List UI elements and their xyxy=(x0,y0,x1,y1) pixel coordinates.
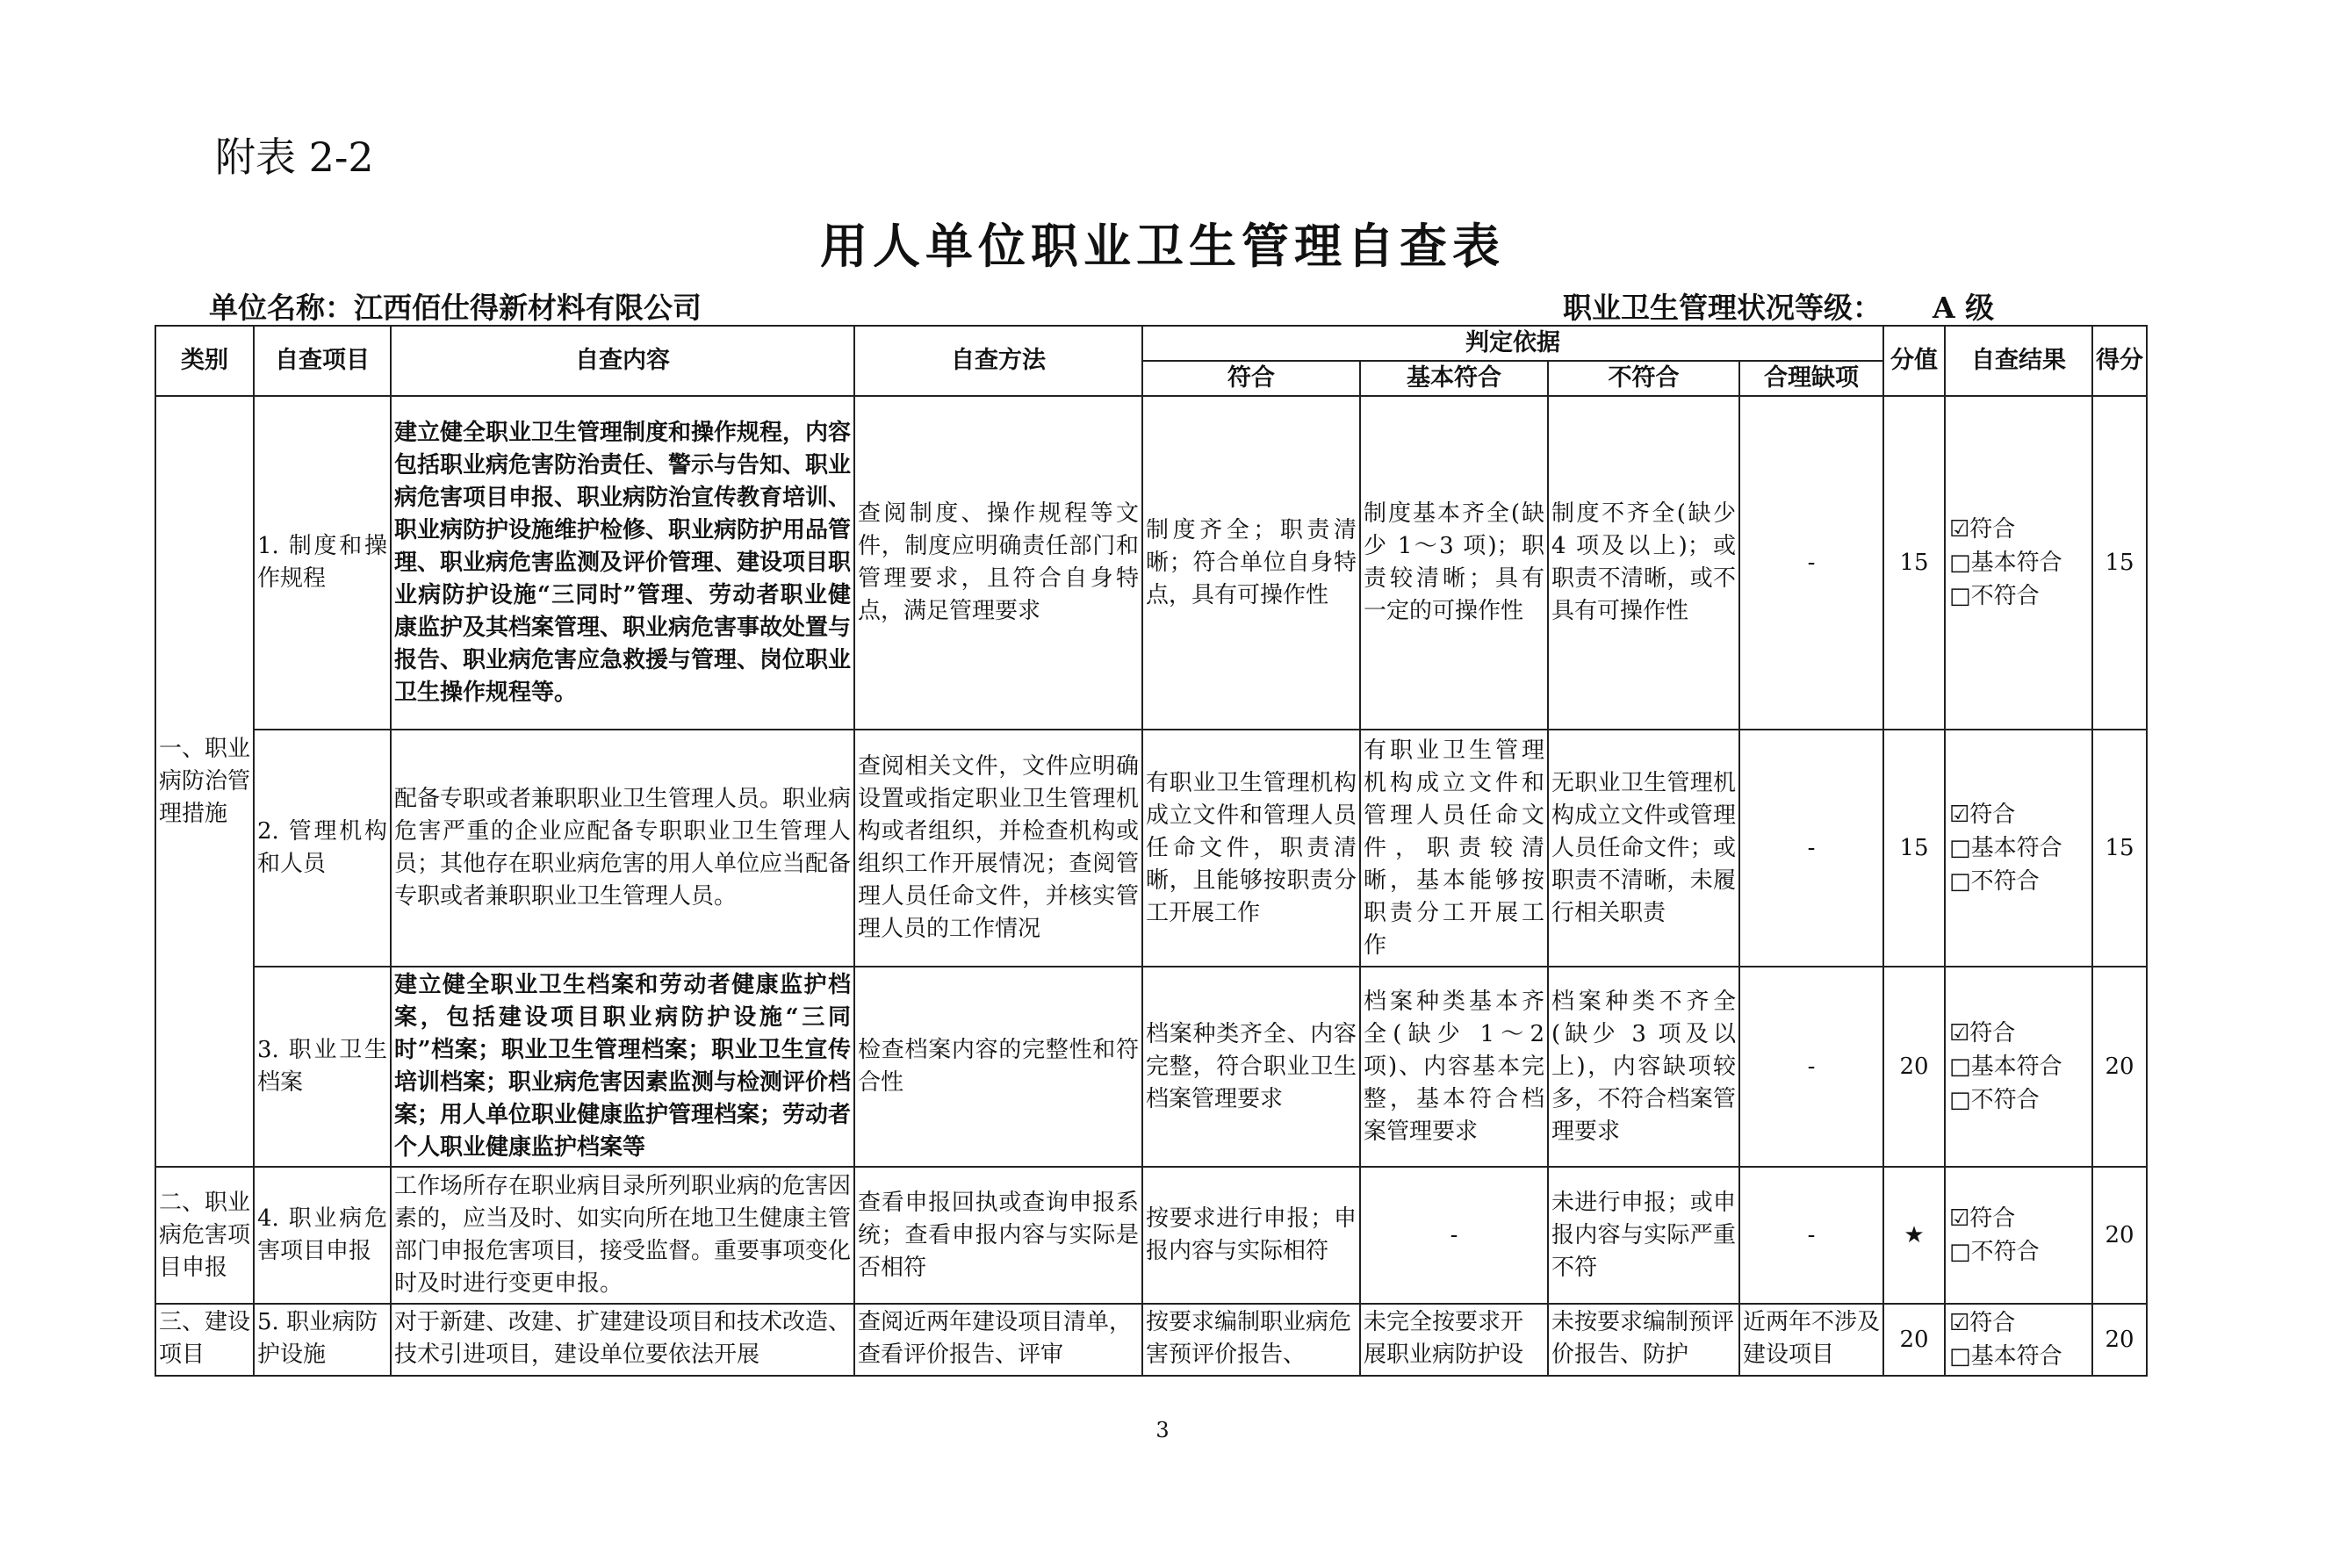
comply-cell: 按要求进行申报；申报内容与实际相符 xyxy=(1142,1167,1360,1304)
self-check-table xyxy=(155,325,2148,1377)
page-number: 3 xyxy=(1155,1418,1170,1442)
category-cell: 三、建设项目 xyxy=(155,1304,254,1376)
basic-cell: 有职业卫生管理机构成立文件和管理人员任命文件，职责较清晰，基本能够按职责分工开展工作 xyxy=(1360,730,1548,967)
unit-name xyxy=(209,285,702,327)
noncomply-cell: 无职业卫生管理机构成立文件或管理人员任命文件；或职责不清晰，未履行相关职责 xyxy=(1548,730,1739,967)
score-cell: 20 xyxy=(1883,967,1945,1167)
score-cell: 20 xyxy=(1883,1304,1945,1376)
result-option-noncomply[interactable]: □不符合 xyxy=(1949,1239,2040,1265)
unit-name-label: 单位名称： xyxy=(209,291,354,325)
result-option-basic[interactable]: □基本符合 xyxy=(1949,550,2062,576)
item-cell: 3. 职业卫生档案 xyxy=(254,967,391,1167)
method-cell: 查阅近两年建设项目清单，查看评价报告、评审 xyxy=(854,1304,1142,1376)
got-cell: 20 xyxy=(2092,1304,2147,1376)
content-cell: 建立健全职业卫生管理制度和操作规程，内容包括职业病危害防治责任、警示与告知、职业病危害项目申报、职业病防治宣传教育培训、职业病防护设施维护检修、职业病防护用品管理、职业病危害监测及评价管理、建设项目职业病防护设施“三同时”管理、劳动者职业健康监护及其档案管理、职业病危害事故处置与报告、职业病危害应急救援与管理、岗位职业卫生操作规程等。 xyxy=(391,396,854,730)
basic-cell: 档案种类基本齐全(缺少 1～2 项)、内容基本完整，基本符合档案管理要求 xyxy=(1360,967,1548,1167)
result-option-comply[interactable]: ☑符合 xyxy=(1949,802,2016,828)
comply-cell: 制度齐全；职责清晰；符合单位自身特点，具有可操作性 xyxy=(1142,396,1360,730)
content-cell: 建立健全职业卫生档案和劳动者健康监护档案，包括建设项目职业病防护设施“三同时”档案；职业卫生管理档案；职业卫生宣传培训档案；职业病危害因素监测与检测评价档案；用人单位职业健康监护管理档案；劳动者个人职业健康监护档案等 xyxy=(391,967,854,1167)
comply-cell: 按要求编制职业病危害预评价报告、 xyxy=(1142,1304,1360,1376)
header-category: 类别 xyxy=(155,326,254,396)
missing-cell: - xyxy=(1739,396,1883,730)
table-row xyxy=(155,967,2147,1167)
result-option-basic[interactable]: □基本符合 xyxy=(1949,1343,2062,1370)
header-method: 自查方法 xyxy=(854,326,1142,396)
result-cell xyxy=(1945,1304,2092,1376)
result-option-comply[interactable]: ☑符合 xyxy=(1949,516,2016,543)
score-cell: 15 xyxy=(1883,730,1945,967)
category-cell: 二、职业病危害项目申报 xyxy=(155,1167,254,1304)
result-option-comply[interactable]: ☑符合 xyxy=(1949,1020,2016,1047)
missing-cell: 近两年不涉及建设项目 xyxy=(1739,1304,1883,1376)
content-cell: 对于新建、改建、扩建建设项目和技术改造、技术引进项目，建设单位要依法开展 xyxy=(391,1304,854,1376)
header-noncomply: 不符合 xyxy=(1548,361,1739,396)
missing-cell: - xyxy=(1739,730,1883,967)
noncomply-cell: 未按要求编制预评价报告、防护 xyxy=(1548,1304,1739,1376)
score-cell: ★ xyxy=(1883,1167,1945,1304)
method-cell: 查阅相关文件，文件应明确设置或指定职业卫生管理机构或者组织，并检查机构或组织工作开展情况；查阅管理人员任命文件，并核实管理人员的工作情况 xyxy=(854,730,1142,967)
noncomply-cell: 制度不齐全(缺少 4 项及以上)；或职责不清晰，或不具有可操作性 xyxy=(1548,396,1739,730)
result-cell xyxy=(1945,730,2092,967)
basic-cell: - xyxy=(1360,1167,1548,1304)
header-result: 自查结果 xyxy=(1945,326,2092,396)
result-option-basic[interactable]: □基本符合 xyxy=(1949,1054,2062,1080)
grade-label: 职业卫生管理状况等级： xyxy=(1563,291,1882,325)
got-cell: 20 xyxy=(2092,1167,2147,1304)
result-cell xyxy=(1945,396,2092,730)
result-cell xyxy=(1945,1167,2092,1304)
table-row xyxy=(155,1304,2147,1376)
content-cell: 配备专职或者兼职职业卫生管理人员。职业病危害严重的企业应配备专职职业卫生管理人员；其他存在职业病危害的用人单位应当配备专职或者兼职职业卫生管理人员。 xyxy=(391,730,854,967)
result-option-comply[interactable]: ☑符合 xyxy=(1949,1310,2016,1336)
method-cell: 检查档案内容的完整性和符合性 xyxy=(854,967,1142,1167)
header-content: 自查内容 xyxy=(391,326,854,396)
item-cell: 4. 职业病危害项目申报 xyxy=(254,1167,391,1304)
table-row xyxy=(155,396,2147,730)
result-option-noncomply[interactable]: □不符合 xyxy=(1949,1087,2040,1113)
basic-cell: 未完全按要求开展职业病防护设 xyxy=(1360,1304,1548,1376)
header-basis: 判定依据 xyxy=(1142,326,1883,361)
header-comply: 符合 xyxy=(1142,361,1360,396)
noncomply-cell: 未进行申报；或申报内容与实际严重不符 xyxy=(1548,1167,1739,1304)
annex-label: 附表 2-2 xyxy=(215,133,374,181)
score-cell: 15 xyxy=(1883,396,1945,730)
item-cell: 1. 制度和操作规程 xyxy=(254,396,391,730)
comply-cell: 有职业卫生管理机构成立文件和管理人员任命文件，职责清晰，且能够按职责分工开展工作 xyxy=(1142,730,1360,967)
page-title: 用人单位职业卫生管理自查表 xyxy=(820,218,1505,274)
header-basic: 基本符合 xyxy=(1360,361,1548,396)
result-option-basic[interactable]: □基本符合 xyxy=(1949,835,2062,861)
result-option-comply[interactable]: ☑符合 xyxy=(1949,1205,2016,1232)
comply-cell: 档案种类齐全、内容完整，符合职业卫生档案管理要求 xyxy=(1142,967,1360,1167)
management-grade xyxy=(1563,285,1994,327)
item-cell: 5. 职业病防护设施 xyxy=(254,1304,391,1376)
header-item: 自查项目 xyxy=(254,326,391,396)
result-cell xyxy=(1945,967,2092,1167)
result-option-noncomply[interactable]: □不符合 xyxy=(1949,868,2040,895)
item-cell: 2. 管理机构和人员 xyxy=(254,730,391,967)
got-cell: 20 xyxy=(2092,967,2147,1167)
method-cell: 查阅制度、操作规程等文件，制度应明确责任部门和管理要求，且符合自身特点，满足管理要求 xyxy=(854,396,1142,730)
unit-name-value: 江西佰仕得新材料有限公司 xyxy=(354,291,702,325)
grade-value: A 级 xyxy=(1933,291,1995,325)
header-got: 得分 xyxy=(2092,326,2147,396)
method-cell: 查看申报回执或查询申报系统；查看申报内容与实际是否相符 xyxy=(854,1167,1142,1304)
got-cell: 15 xyxy=(2092,396,2147,730)
missing-cell: - xyxy=(1739,967,1883,1167)
header-score: 分值 xyxy=(1883,326,1945,396)
result-option-noncomply[interactable]: □不符合 xyxy=(1949,583,2040,609)
noncomply-cell: 档案种类不齐全(缺少 3 项及以上)，内容缺项较多，不符合档案管理要求 xyxy=(1548,967,1739,1167)
header-missing: 合理缺项 xyxy=(1739,361,1883,396)
content-cell: 工作场所存在职业病目录所列职业病的危害因素的，应当及时、如实向所在地卫生健康主管部门申报危害项目，接受监督。重要事项变化时及时进行变更申报。 xyxy=(391,1167,854,1304)
got-cell: 15 xyxy=(2092,730,2147,967)
table-row xyxy=(155,730,2147,967)
table-row xyxy=(155,1167,2147,1304)
missing-cell: - xyxy=(1739,1167,1883,1304)
basic-cell: 制度基本齐全(缺少 1～3 项)；职责较清晰；具有一定的可操作性 xyxy=(1360,396,1548,730)
category-cell: 一、职业病防治管理措施 xyxy=(155,396,254,1167)
